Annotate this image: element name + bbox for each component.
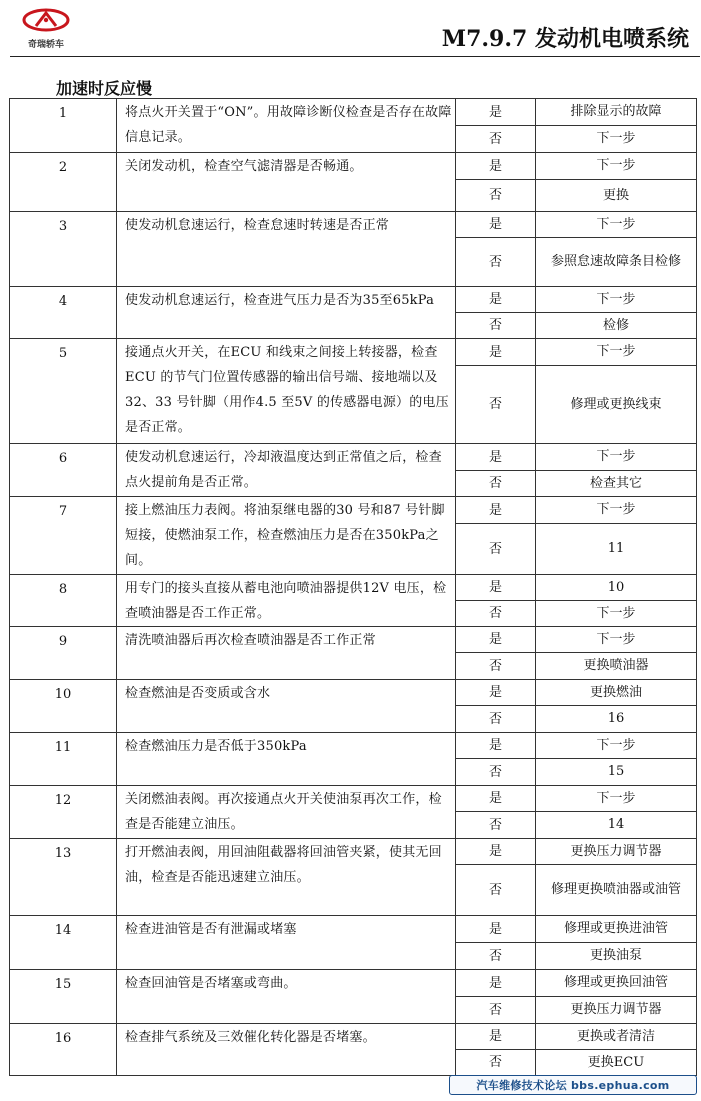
no-label: 否	[456, 653, 536, 680]
yes-label: 是	[456, 1024, 536, 1050]
step-number: 10	[10, 680, 117, 733]
no-label: 否	[456, 524, 536, 575]
step-number: 6	[10, 444, 117, 497]
yes-label: 是	[456, 575, 536, 601]
table-row	[10, 916, 697, 943]
step-description: 接通点火开关，在ECU 和线束之间接上转接器，检查ECU 的节气门位置传感器的输出信号端、接地端以及32、33 号针脚（用作4.5 至5V 的传感器电源）的电压是否正常。	[117, 339, 456, 444]
section-title: 加速时反应慢	[56, 79, 153, 98]
no-action: 更换压力调节器	[536, 997, 697, 1024]
no-action: 14	[536, 812, 697, 839]
step-description: 检查燃油压力是否低于350kPa	[117, 733, 456, 786]
yes-label: 是	[456, 839, 536, 865]
table-row	[10, 575, 697, 601]
table-row	[10, 627, 697, 653]
step-description: 使发动机怠速运行，检查怠速时转速是否正常	[117, 212, 456, 287]
no-label: 否	[456, 759, 536, 786]
step-number: 2	[10, 153, 117, 212]
step-description: 用专门的接头直接从蓄电池向喷油器提供12V 电压，检查喷油器是否工作正常。	[117, 575, 456, 627]
no-label: 否	[456, 865, 536, 916]
no-label: 否	[456, 366, 536, 444]
no-label: 否	[456, 812, 536, 839]
no-action: 修理更换喷油器或油管	[536, 865, 697, 916]
yes-action: 修理或更换回油管	[536, 970, 697, 997]
yes-action: 10	[536, 575, 697, 601]
step-number: 13	[10, 839, 117, 916]
step-description: 接上燃油压力表阀。将油泵继电器的30 号和87 号针脚短接，使燃油泵工作，检查燃油压力是否在350kPa之间。	[117, 497, 456, 575]
table-row	[10, 1024, 697, 1050]
chery-logo-icon	[14, 8, 78, 36]
step-description: 关闭燃油表阀。再次接通点火开关使油泵再次工作，检查是否能建立油压。	[117, 786, 456, 839]
step-description: 检查排气系统及三效催化转化器是否堵塞。	[117, 1024, 456, 1076]
yes-label: 是	[456, 916, 536, 943]
no-label: 否	[456, 943, 536, 970]
table-row	[10, 733, 697, 759]
yes-action: 更换压力调节器	[536, 839, 697, 865]
step-number: 9	[10, 627, 117, 680]
step-description: 关闭发动机，检查空气滤清器是否畅通。	[117, 153, 456, 212]
yes-label: 是	[456, 627, 536, 653]
yes-label: 是	[456, 680, 536, 706]
step-number: 12	[10, 786, 117, 839]
yes-label: 是	[456, 970, 536, 997]
yes-action: 更换燃油	[536, 680, 697, 706]
step-number: 5	[10, 339, 117, 444]
table-row	[10, 839, 697, 865]
table-row	[10, 287, 697, 313]
step-description: 使发动机怠速运行，冷却液温度达到正常值之后，检查点火提前角是否正常。	[117, 444, 456, 497]
no-label: 否	[456, 238, 536, 287]
no-action: 更换油泵	[536, 943, 697, 970]
table-row	[10, 444, 697, 471]
table-row	[10, 970, 697, 997]
step-number: 8	[10, 575, 117, 627]
step-description: 检查回油管是否堵塞或弯曲。	[117, 970, 456, 1024]
yes-label: 是	[456, 99, 536, 126]
diagnostic-table	[9, 98, 697, 1076]
header-divider	[10, 56, 700, 57]
yes-action: 下一步	[536, 212, 697, 238]
table-row	[10, 680, 697, 706]
yes-action: 修理或更换进油管	[536, 916, 697, 943]
step-number: 16	[10, 1024, 117, 1076]
yes-action: 下一步	[536, 497, 697, 524]
no-action: 检修	[536, 313, 697, 339]
yes-action: 下一步	[536, 153, 697, 180]
no-action: 下一步	[536, 601, 697, 627]
step-number: 11	[10, 733, 117, 786]
no-action: 参照怠速故障条目检修	[536, 238, 697, 287]
step-description: 打开燃油表阀，用回油阻截器将回油管夹紧，使其无回油，检查是否能迅速建立油压。	[117, 839, 456, 916]
no-action: 16	[536, 706, 697, 733]
no-action: 修理或更换线束	[536, 366, 697, 444]
step-description: 检查燃油是否变质或含水	[117, 680, 456, 733]
step-number: 7	[10, 497, 117, 575]
yes-action: 下一步	[536, 339, 697, 366]
yes-action: 下一步	[536, 786, 697, 812]
document-title: M7.9.7 发动机电喷系统	[441, 26, 689, 52]
table-row	[10, 99, 697, 126]
no-label: 否	[456, 180, 536, 212]
yes-label: 是	[456, 786, 536, 812]
yes-label: 是	[456, 339, 536, 366]
yes-label: 是	[456, 733, 536, 759]
yes-action: 下一步	[536, 444, 697, 471]
yes-action: 更换或者清洁	[536, 1024, 697, 1050]
table-row	[10, 786, 697, 812]
step-description: 将点火开关置于“ON”。用故障诊断仪检查是否存在故障信息记录。	[117, 99, 456, 153]
yes-label: 是	[456, 212, 536, 238]
chery-logo	[14, 8, 78, 48]
step-description: 使发动机怠速运行，检查进气压力是否为35至65kPa	[117, 287, 456, 339]
step-number: 1	[10, 99, 117, 153]
table-row	[10, 339, 697, 366]
no-action: 11	[536, 524, 697, 575]
yes-action: 下一步	[536, 627, 697, 653]
yes-label: 是	[456, 287, 536, 313]
yes-label: 是	[456, 444, 536, 471]
logo-text: 奇瑞轿车	[27, 40, 64, 50]
yes-action: 下一步	[536, 287, 697, 313]
step-number: 3	[10, 212, 117, 287]
no-action: 更换	[536, 180, 697, 212]
step-number: 15	[10, 970, 117, 1024]
page-header	[0, 0, 701, 60]
table-row	[10, 497, 697, 524]
no-action: 更换喷油器	[536, 653, 697, 680]
no-action: 15	[536, 759, 697, 786]
yes-action: 排除显示的故障	[536, 99, 697, 126]
yes-label: 是	[456, 153, 536, 180]
step-description: 检查进油管是否有泄漏或堵塞	[117, 916, 456, 970]
table-row	[10, 153, 697, 180]
no-label: 否	[456, 601, 536, 627]
no-label: 否	[456, 126, 536, 153]
yes-label: 是	[456, 497, 536, 524]
no-action: 更换ECU	[536, 1050, 697, 1076]
no-action: 检查其它	[536, 471, 697, 497]
yes-action: 下一步	[536, 733, 697, 759]
step-number: 14	[10, 916, 117, 970]
no-action: 下一步	[536, 126, 697, 153]
no-label: 否	[456, 1050, 536, 1076]
step-number: 4	[10, 287, 117, 339]
step-description: 清洗喷油器后再次检查喷油器是否工作正常	[117, 627, 456, 680]
no-label: 否	[456, 313, 536, 339]
table-row	[10, 212, 697, 238]
no-label: 否	[456, 997, 536, 1024]
no-label: 否	[456, 706, 536, 733]
forum-watermark: 汽车维修技术论坛 bbs.ephua.com	[449, 1075, 697, 1095]
no-label: 否	[456, 471, 536, 497]
